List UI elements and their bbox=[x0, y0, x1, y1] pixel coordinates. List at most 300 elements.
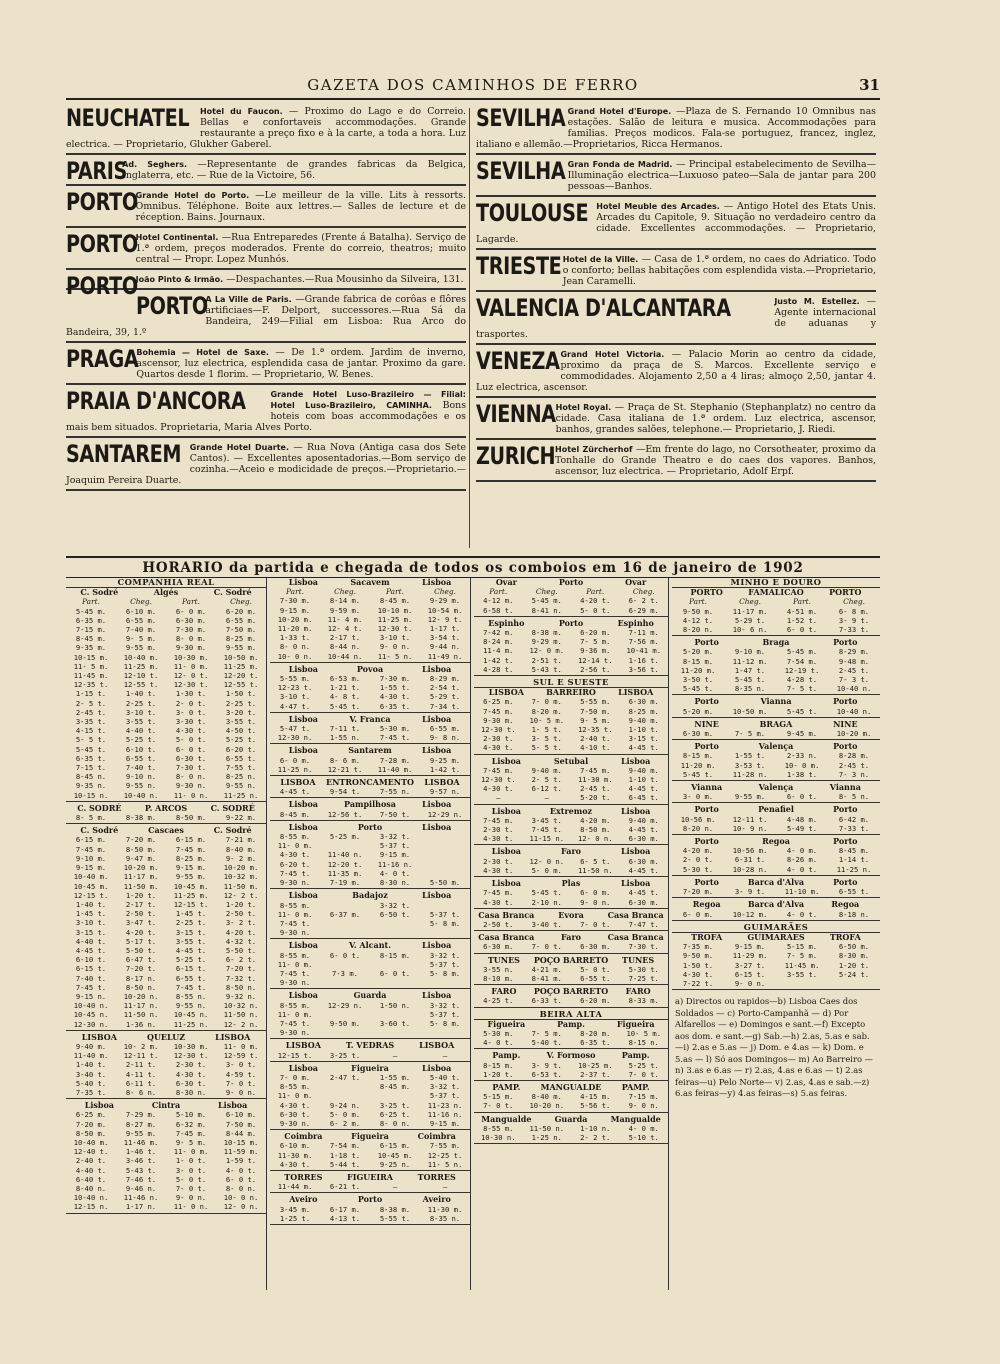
ad-city: SEVILHA bbox=[476, 104, 566, 132]
station-name: Barca d'Alva bbox=[747, 876, 805, 887]
time-cell: 9-57 n. bbox=[429, 787, 461, 797]
timetable-block bbox=[672, 900, 880, 920]
time-cell: 3-32 t. bbox=[429, 1082, 461, 1092]
time-cell: 7-30 m. bbox=[175, 625, 207, 635]
time-cell: 10-30 m. bbox=[173, 652, 209, 662]
station-name: PORTO bbox=[829, 587, 862, 598]
time-cell: 5-25 t. bbox=[175, 955, 207, 965]
time-cell: 6-50 m. bbox=[838, 942, 870, 952]
timetable-row bbox=[474, 866, 668, 875]
time-cell: 1-17 t. bbox=[429, 624, 461, 634]
time-cell: 9-29 m. bbox=[531, 637, 562, 647]
station-name: Pamp. bbox=[557, 1018, 585, 1029]
time-cell: 6-11 t. bbox=[125, 1078, 157, 1088]
time-cell: 11-45 m. bbox=[73, 671, 109, 681]
timetable-stations bbox=[66, 826, 266, 835]
station-name: BRAGA bbox=[759, 718, 793, 729]
station-name: C. SODRÉ bbox=[77, 802, 122, 813]
time-cell bbox=[370, 919, 420, 928]
time-cell: 10-20 m. bbox=[223, 863, 259, 873]
time-cell: 2-25 t. bbox=[125, 698, 157, 708]
timetable-row bbox=[474, 637, 668, 646]
timetable-block bbox=[66, 804, 266, 824]
time-cell: 3-32 t. bbox=[379, 832, 411, 842]
time-cell: 5-55 t. bbox=[379, 1213, 411, 1223]
time-cell: 1-16 t. bbox=[628, 655, 659, 665]
station-name: TROFA bbox=[691, 931, 723, 942]
time-cell: 5-37 t. bbox=[429, 909, 461, 919]
time-cell: 11- 5 m. bbox=[73, 661, 109, 671]
time-cell: 4-45 t. bbox=[75, 945, 107, 955]
station-name: Valença bbox=[758, 782, 794, 793]
station-name: Plas bbox=[561, 878, 581, 889]
station-name: LISBOA bbox=[285, 1040, 321, 1051]
time-cell: 12- 0 n. bbox=[577, 834, 613, 844]
time-cell: 9- 0 n. bbox=[580, 897, 611, 907]
time-cell: 8-30 n. bbox=[379, 878, 411, 888]
station-name: Lisboa bbox=[422, 1062, 452, 1073]
time-cell: 5-10 m. bbox=[175, 1110, 207, 1120]
station-name: Lisboa bbox=[288, 940, 318, 951]
time-cell: 6-10 t. bbox=[75, 955, 107, 965]
time-cell: 12-25 t. bbox=[427, 1150, 463, 1160]
time-cell: 4-50 t. bbox=[225, 726, 257, 736]
time-cell: 10-20 n. bbox=[529, 1101, 565, 1111]
timetable-block bbox=[66, 826, 266, 1030]
time-cell: 7-45 t. bbox=[279, 868, 311, 878]
time-cell: 3-54 t. bbox=[429, 633, 461, 643]
station-name: Lisboa bbox=[422, 799, 452, 810]
timetable-stations bbox=[270, 941, 470, 950]
time-cell: 9-40 m. bbox=[628, 715, 659, 725]
time-cell: 6-21 t. bbox=[329, 1182, 361, 1192]
timetable-row bbox=[66, 983, 266, 992]
time-cell: 8-40 m. bbox=[531, 1092, 562, 1102]
time-cell: 8-45 m. bbox=[75, 634, 107, 644]
time-cell: 8-50 n. bbox=[125, 982, 157, 992]
timetable-block bbox=[474, 1010, 668, 1050]
timetable-stations bbox=[474, 688, 668, 697]
time-cell: 5- 0 m. bbox=[531, 865, 562, 875]
time-cell: 10-15 n. bbox=[73, 790, 109, 800]
time-cell: 5-45 t. bbox=[682, 684, 714, 694]
timetable-stations bbox=[672, 837, 880, 846]
station-name: Lisboa bbox=[422, 990, 452, 1001]
time-cell: 4-30 t. bbox=[175, 726, 207, 736]
time-cell: 1-45 t. bbox=[175, 909, 207, 919]
station-name: Figueira bbox=[351, 1062, 389, 1073]
time-cell: 6-45 t. bbox=[628, 793, 659, 803]
time-cell: 7- 0 m. bbox=[531, 697, 562, 707]
timetable-row bbox=[474, 920, 668, 929]
time-cell: 6-15 t. bbox=[734, 969, 766, 979]
timetable-row bbox=[270, 756, 470, 765]
time-cell: 7-50 m. bbox=[225, 625, 257, 635]
time-cell: 10-56 m. bbox=[680, 814, 716, 824]
time-cell: 3-32 t. bbox=[429, 950, 461, 960]
time-cell: 6-15 m. bbox=[379, 1141, 411, 1151]
time-cell: 3-45 t. bbox=[531, 815, 562, 825]
time-cell: 10-41 m. bbox=[626, 646, 662, 656]
timetable-stations bbox=[270, 800, 470, 809]
timetable-row bbox=[672, 657, 880, 666]
timetable-row bbox=[66, 680, 266, 689]
time-cell: 8-55 m. bbox=[279, 950, 311, 960]
time-cell: 2- 5 t. bbox=[531, 775, 562, 785]
station-name: Barca d'Alva bbox=[747, 899, 805, 910]
time-cell: 2-37 t. bbox=[580, 1069, 611, 1079]
timetable-block bbox=[270, 1195, 470, 1225]
timetable-row bbox=[474, 707, 668, 716]
timetable-block bbox=[270, 578, 470, 663]
time-cell: 11-46 n. bbox=[123, 1193, 159, 1203]
time-cell: 4- 0 m. bbox=[628, 1123, 659, 1133]
time-cell: 5-45 t. bbox=[734, 675, 766, 685]
time-cell: 7-30 m. bbox=[379, 674, 411, 684]
station-name: Porto bbox=[694, 696, 719, 707]
time-cell: 2-25 t. bbox=[175, 918, 207, 928]
time-cell: 10- 0 n. bbox=[277, 651, 313, 661]
time-cell: 6-10 m. bbox=[225, 1110, 257, 1120]
timetable-row bbox=[66, 689, 266, 698]
time-cell: 7-22 t. bbox=[682, 978, 714, 988]
timetable-stations bbox=[270, 665, 470, 674]
time-cell: 5-25 m. bbox=[329, 832, 361, 842]
time-cell: 5- 5 t. bbox=[75, 735, 107, 745]
time-cell: 11-50 m. bbox=[223, 881, 259, 891]
time-cell: 4-48 m. bbox=[786, 814, 818, 824]
timetable-block bbox=[270, 1173, 470, 1193]
ad-city: NEUCHATEL bbox=[66, 104, 190, 132]
time-cell: 8-50 n. bbox=[225, 982, 257, 992]
time-cell: 9-30 n. bbox=[279, 928, 311, 938]
time-cell: 11-25 m. bbox=[377, 614, 413, 624]
timetable-row bbox=[672, 792, 880, 801]
timetable-row bbox=[270, 1160, 470, 1169]
timetable-row bbox=[672, 910, 880, 919]
time-cell: 2-30 t. bbox=[483, 734, 514, 744]
time-cell: 6-10 m. bbox=[279, 1141, 311, 1151]
time-cell: 8-55 m. bbox=[483, 1123, 514, 1133]
station-name: Lisboa bbox=[491, 755, 521, 766]
time-cell: 10-45 m. bbox=[377, 1150, 413, 1160]
time-cell: 4- 0 m. bbox=[786, 846, 818, 856]
time-cell: 8- 0 n. bbox=[379, 1118, 411, 1128]
time-cell: 11-15 n. bbox=[529, 834, 565, 844]
timetable-subheader bbox=[66, 597, 266, 606]
time-cell: 1-20 t. bbox=[225, 899, 257, 909]
time-cell: 6-55 t. bbox=[125, 753, 157, 763]
timetable-row bbox=[474, 857, 668, 866]
timetable-stations bbox=[474, 807, 668, 816]
time-cell: 6-55 m. bbox=[429, 724, 461, 734]
time-cell: 10- 0 n. bbox=[223, 1193, 259, 1203]
time-cell: 8-41 m. bbox=[531, 973, 562, 983]
time-cell: 2-33 n. bbox=[786, 751, 818, 761]
station-name: FARO bbox=[491, 986, 517, 997]
station-name: Setubal bbox=[553, 755, 589, 766]
advertisement bbox=[476, 444, 876, 482]
time-cell: 4-40 t. bbox=[75, 936, 107, 946]
station-name: Braga bbox=[762, 637, 790, 648]
timetable-row bbox=[66, 854, 266, 863]
timetable-stations bbox=[672, 783, 880, 792]
time-cell: 4-45 t. bbox=[628, 784, 659, 794]
timetable-row bbox=[270, 1051, 470, 1060]
time-cell: 6-20 m. bbox=[225, 606, 257, 616]
time-cell: 11- 0 m. bbox=[277, 1009, 313, 1019]
time-cell: 7-25 t. bbox=[628, 973, 659, 983]
time-cell: 12- 0 n. bbox=[223, 1202, 259, 1212]
station-name: Badajoz bbox=[352, 890, 388, 901]
timetable-row bbox=[672, 761, 880, 770]
station-name: Porto bbox=[558, 577, 584, 587]
time-cell bbox=[420, 1028, 470, 1037]
time-cell: 11-30 m. bbox=[577, 775, 613, 785]
timetable-row bbox=[270, 978, 470, 987]
timetable-row bbox=[66, 726, 266, 735]
timetable-stations bbox=[270, 1064, 470, 1073]
time-cell: 3- 0 t. bbox=[175, 707, 207, 717]
time-cell: 3-32 t. bbox=[429, 1000, 461, 1010]
ad-business-name: Hotel du Faucon. bbox=[199, 107, 283, 116]
time-cell: 7-50 m. bbox=[225, 1119, 257, 1129]
timetable-row bbox=[474, 898, 668, 907]
time-cell: 3- 9 t. bbox=[838, 615, 870, 625]
time-cell: 8-25 m. bbox=[225, 634, 257, 644]
ads-column-left bbox=[66, 106, 466, 495]
time-cell: 5-37 t. bbox=[379, 841, 411, 851]
timetable-block bbox=[474, 847, 668, 877]
time-cell: 12-15 t. bbox=[73, 890, 109, 900]
time-cell: 6-15 m. bbox=[175, 835, 207, 845]
time-cell: 9-55 m. bbox=[175, 872, 207, 882]
timetable-row bbox=[66, 717, 266, 726]
time-cell: 10-20 m. bbox=[277, 614, 313, 624]
time-cell: 3-25 t. bbox=[379, 1100, 411, 1110]
station-name: Aveiro bbox=[422, 1194, 451, 1205]
time-cell: 10-50 m. bbox=[223, 652, 259, 662]
time-cell: 8-18 n. bbox=[838, 909, 870, 919]
time-cell: 8-20 n. bbox=[682, 625, 714, 635]
time-cell: 2-47 t. bbox=[329, 1072, 361, 1082]
time-cell: 5-56 t. bbox=[580, 1101, 611, 1111]
timetable-row bbox=[270, 910, 470, 919]
time-cell: 7- 3 n. bbox=[838, 769, 870, 779]
time-cell: 7-45 t. bbox=[175, 982, 207, 992]
time-cell: 7- 0 t. bbox=[483, 1101, 514, 1111]
time-cell: 7-20 m. bbox=[75, 1119, 107, 1129]
time-cell: 3-15 t. bbox=[75, 927, 107, 937]
time-cell: 7-30 t. bbox=[628, 942, 659, 952]
timetable-block bbox=[672, 720, 880, 740]
timetable-block bbox=[474, 1115, 668, 1145]
timetable-row bbox=[270, 733, 470, 742]
time-cell: 1-20 t. bbox=[838, 960, 870, 970]
time-cell bbox=[828, 979, 880, 988]
time-cell: 8-25 m. bbox=[175, 853, 207, 863]
station-name: Penafiel bbox=[758, 804, 794, 815]
time-cell: 8-25 m. bbox=[628, 706, 659, 716]
time-cell: 5-25 t. bbox=[225, 735, 257, 745]
timetable-subheader bbox=[270, 587, 470, 596]
time-cell: 3-55 t. bbox=[125, 717, 157, 727]
time-cell: 9-35 m. bbox=[75, 643, 107, 653]
time-cell: 6- 2 t. bbox=[225, 955, 257, 965]
timetable-stations bbox=[474, 578, 668, 587]
time-cell: 6- 0 m. bbox=[580, 888, 611, 898]
time-cell: 9-55 n. bbox=[225, 781, 257, 791]
timetable-row bbox=[270, 1028, 470, 1037]
time-cell bbox=[420, 850, 470, 859]
timetable-row bbox=[66, 872, 266, 881]
timetable-row bbox=[270, 642, 470, 651]
time-cell: 6-25 m. bbox=[75, 1110, 107, 1120]
time-cell: 9- 0 n. bbox=[734, 978, 766, 988]
timetable-subheader bbox=[672, 597, 880, 606]
timetable-block bbox=[474, 879, 668, 909]
time-cell: 10-56 m. bbox=[732, 846, 768, 856]
timetable-stations bbox=[474, 757, 668, 766]
time-cell: 6-17 m. bbox=[329, 1204, 361, 1214]
station-name: Porto bbox=[694, 876, 719, 887]
time-cell: 8-45 m. bbox=[379, 1082, 411, 1092]
station-name: LISBOA bbox=[488, 687, 524, 698]
time-cell: 4-13 t. bbox=[329, 1213, 361, 1223]
time-cell: 6-30 m. bbox=[682, 729, 714, 739]
ad-body: —Grande fabrica de corôas e flôres artificiaes—F. Delport, successores.—Rua Sá da Bandeira, 249—Filial em Lisboa: Rua Arco do Bandeira, 39, 1.º bbox=[66, 294, 467, 338]
time-cell: 10-40 n. bbox=[73, 1193, 109, 1203]
time-cell: 9-10 m. bbox=[734, 647, 766, 657]
time-cell: 3-10 t. bbox=[279, 692, 311, 702]
time-cell: 5-25 t. bbox=[628, 1060, 659, 1070]
timetable-row bbox=[672, 979, 880, 988]
time-cell: 8-45 m. bbox=[279, 809, 311, 819]
timetable-row bbox=[474, 965, 668, 974]
timetable-row bbox=[66, 1110, 266, 1119]
timetable-row bbox=[66, 955, 266, 964]
time-cell: 5-40 t. bbox=[531, 1038, 562, 1048]
time-cell: 11-59 m. bbox=[223, 1147, 259, 1157]
timetable-row bbox=[66, 1001, 266, 1010]
ad-city: SEVILHA bbox=[476, 157, 566, 185]
time-cell: 2- 2 t. bbox=[580, 1132, 611, 1142]
timetable-block bbox=[270, 823, 470, 889]
time-cell: 9-54 t. bbox=[329, 787, 361, 797]
timetable-row bbox=[474, 974, 668, 983]
time-cell: 10-28 n. bbox=[732, 864, 768, 874]
timetable-row bbox=[66, 1129, 266, 1138]
time-cell: 9-40 m. bbox=[628, 815, 659, 825]
station-name: Guarda bbox=[554, 1113, 588, 1124]
time-cell: 9-55 m. bbox=[225, 643, 257, 653]
time-cell: 2-50 t. bbox=[125, 909, 157, 919]
timetable-row bbox=[672, 846, 880, 855]
time-cell: 5-40 t. bbox=[429, 1072, 461, 1082]
timetable-stations bbox=[474, 1083, 668, 1092]
station-name: Guarda bbox=[353, 990, 387, 1001]
ad-city: TRIESTE bbox=[476, 252, 562, 280]
timetable-stations bbox=[270, 991, 470, 1000]
publication-title: GAZETA DOS CAMINHOS DE FERRO bbox=[307, 76, 639, 94]
time-cell: 8-28 m. bbox=[838, 751, 870, 761]
time-cell: 4-28 t. bbox=[786, 675, 818, 685]
time-cell: 2-40 t. bbox=[75, 1156, 107, 1166]
timetable-row bbox=[66, 699, 266, 708]
station-name: Lisboa bbox=[288, 577, 318, 587]
time-cell: 8-33 m. bbox=[628, 996, 659, 1006]
timetable-row bbox=[270, 652, 470, 661]
time-cell: 10-20 m. bbox=[836, 729, 872, 739]
time-cell: 11-25 n. bbox=[173, 1019, 209, 1029]
timetable-row bbox=[270, 1082, 470, 1091]
timetable-row bbox=[474, 1101, 668, 1110]
ad-body: —Rua Entreparedes (Frente á Batalha). Serviço de 1.ª ordem, preços moderados. Frente do correio, theatros; muito central — Propr. Lopez Munhós. bbox=[135, 232, 466, 265]
time-cell: 5-44 t. bbox=[329, 1159, 361, 1169]
timetable-stations bbox=[474, 956, 668, 965]
time-cell: 2-50 t. bbox=[225, 909, 257, 919]
time-cell: 5-15 m. bbox=[483, 1092, 514, 1102]
time-cell: 4-30 t. bbox=[483, 897, 514, 907]
timetable-row bbox=[66, 1184, 266, 1193]
time-cell: 12-30 t. bbox=[480, 725, 516, 735]
time-cell: 11-20 m. bbox=[680, 760, 716, 770]
station-name: Lisboa bbox=[288, 663, 318, 674]
station-name: MANGUALDE bbox=[540, 1081, 602, 1092]
time-cell: 5-45 t. bbox=[329, 701, 361, 711]
timetable-row bbox=[270, 810, 470, 819]
time-cell: 4-11 t. bbox=[125, 1069, 157, 1079]
timetable-stations bbox=[672, 638, 880, 647]
station-name: Lisboa bbox=[621, 755, 651, 766]
station-name: POÇO BARRETO bbox=[533, 954, 609, 965]
time-cell: 7-20 t. bbox=[225, 964, 257, 974]
time-cell: 11-20 m. bbox=[680, 665, 716, 675]
station-name: C. Sodré bbox=[80, 587, 119, 598]
time-cell: 9-50 m. bbox=[682, 606, 714, 616]
time-cell: 3- 2 t. bbox=[225, 918, 257, 928]
time-cell: 6- 0 t. bbox=[329, 950, 361, 960]
time-cell: 10-15 m. bbox=[73, 652, 109, 662]
time-cell: 8-45 m. bbox=[838, 846, 870, 856]
time-cell: 2-10 n. bbox=[531, 897, 562, 907]
time-cell: 7-45 t. bbox=[379, 733, 411, 743]
advertisement bbox=[476, 402, 876, 440]
time-cell: 5-45 m. bbox=[531, 596, 562, 606]
timetable-row bbox=[66, 1193, 266, 1202]
time-cell: 5- 8 m. bbox=[429, 968, 461, 978]
time-cell: 6-15 t. bbox=[175, 964, 207, 974]
time-cell bbox=[370, 960, 420, 969]
time-cell: 3-60 t. bbox=[379, 1018, 411, 1028]
timetable-row bbox=[270, 1205, 470, 1214]
subheader-label: Part. bbox=[586, 587, 605, 597]
time-cell: 12- 9 t. bbox=[427, 614, 463, 624]
time-cell: 12-40 t. bbox=[73, 1147, 109, 1157]
time-cell: 6-30 t. bbox=[175, 1078, 207, 1088]
station-name: Porto bbox=[694, 836, 719, 847]
timetable-row bbox=[66, 992, 266, 1001]
station-name: Lisboa bbox=[288, 799, 318, 810]
time-cell: 11-50 m. bbox=[123, 881, 159, 891]
ad-body: — Praça de St. Stephanio (Stephanplatz) no centro da cidade. Casa italiana de 1.ª ordem. Luz electrica, ascensor, banhos, grandes salões, telephone.— Proprietario, J. Riedi. bbox=[555, 402, 876, 435]
timetable-row bbox=[66, 974, 266, 983]
time-cell: 7-45 m. bbox=[483, 765, 514, 775]
timetable-row bbox=[66, 946, 266, 955]
time-cell: 6-30 m. bbox=[628, 834, 659, 844]
time-cell: 5-15 m. bbox=[786, 942, 818, 952]
time-cell: 5-45 t. bbox=[682, 769, 714, 779]
